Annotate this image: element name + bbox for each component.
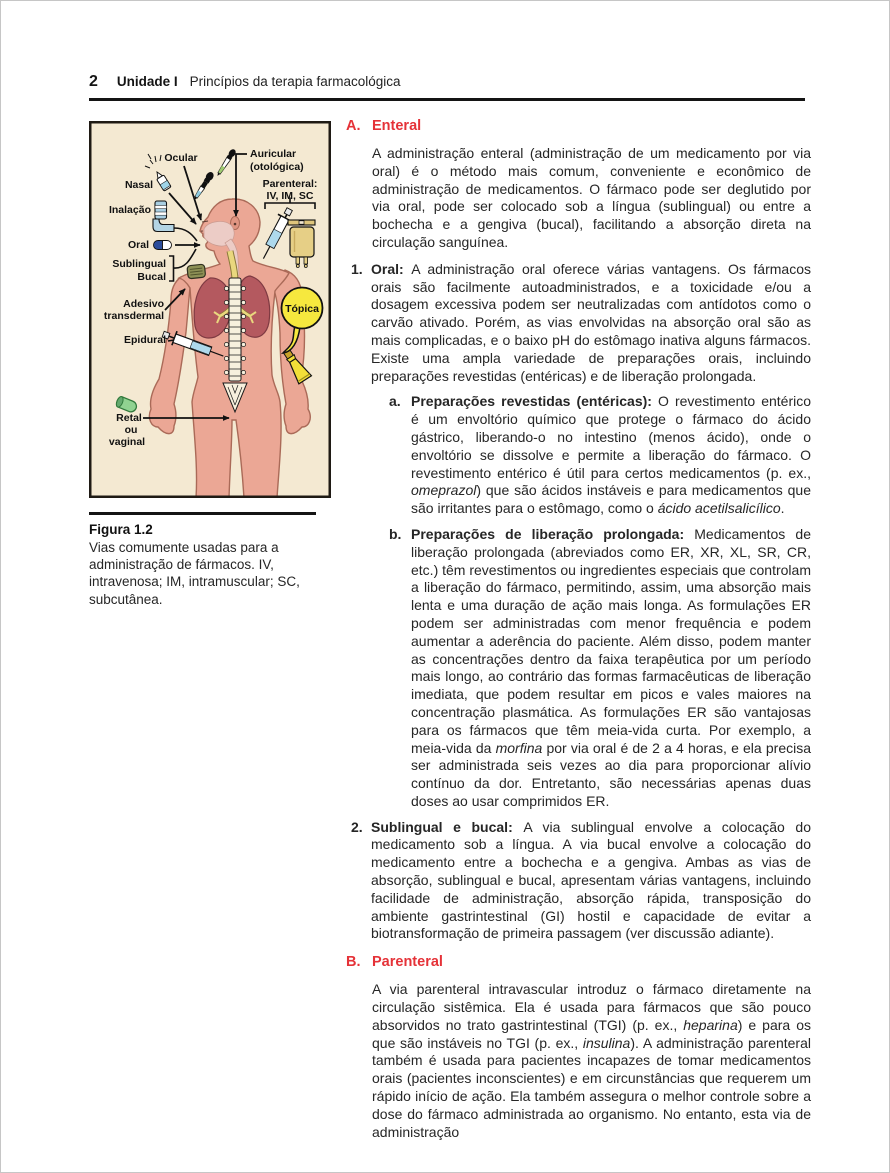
figure-caption-text: Vias comumente usadas para a administração de fármacos. IV, intravenosa; IM, intramuscular; SC, subcutânea. (89, 539, 300, 607)
label-nasal: Nasal (124, 179, 153, 191)
label-epidural: Epidural (123, 334, 166, 346)
label-adesivo-1: Adesivo (123, 298, 164, 310)
label-oral: Oral (127, 239, 149, 251)
label-adesivo-2: transdermal (103, 310, 164, 322)
text-column (346, 117, 811, 1150)
label-sublingual: Sublingual (112, 258, 166, 270)
chapter-title: Princípios da terapia farmacológica (189, 74, 401, 89)
label-topica: Tópica (285, 303, 319, 315)
nostril (201, 230, 203, 232)
page-number: 2 (89, 73, 98, 90)
list-item-2 (346, 819, 811, 944)
figure-caption-title: Figura 1.2 (89, 521, 153, 537)
label-parenteral-1: Parenteral: (262, 178, 318, 190)
label-retal-3: vaginal (108, 436, 146, 448)
label-auricular-2: (otológica) (250, 161, 304, 173)
label-retal-1: Retal (116, 412, 142, 424)
label-auricular-1: Auricular (250, 148, 297, 160)
caption-divider (89, 512, 316, 515)
figure-column (89, 121, 331, 608)
unit-label: Unidade I (116, 74, 178, 89)
oral-capsule-icon (154, 241, 172, 250)
figure-1-2-illustration (89, 121, 331, 498)
list-item-1 (346, 261, 811, 386)
item-marker: 1. (351, 260, 363, 277)
section-heading-a (346, 117, 811, 135)
item-text: Preparações revestidas (entéricas): O revestimento entérico é um envoltório químico que protege o fármaco do ácido gástrico, liberando-o no intestino (menos ácido), onde o envoltório se dissolve e permite a liberação do fármaco. O revestimento entérico é útil para certos medicamentos (p. ex., omeprazol) que são ácidos instáveis e para medicamentos que são irritantes para o estômago, como o ácido acetilsalicílico. (411, 393, 811, 517)
label-ocular: Ocular (164, 152, 198, 164)
transdermal-patch-icon (187, 264, 206, 279)
section-b-intro: A via parenteral intravascular introduz o fármaco diretamente na circulação sistêmica. Ela é usada para fármacos que são pouco absorvidos no trato gastrintestinal (TGI) (p. ex., heparina) e para os que são instáveis no TGI (p. ex., insulina). A administração parenteral também é usada para pacientes incapazes de tomar medicamentos orais (pacientes inconscientes) e em circunstâncias que requerem um rápido início de ação. Ela também assegura o melhor controle sobre a dose do fármaco administrada ao organismo. No entanto, esta via de administração (372, 981, 811, 1140)
label-bucal: Bucal (137, 271, 166, 283)
item-text: Preparações de liberação prolongada: Medicamentos de liberação prolongada (abreviados como ER, XR, XL, SR, CR, etc.) têm revestimentos ou ingredientes especiais que controlam a liberação do fármaco, permitindo, assim, uma absorção mais lenta e uma duração de ação mais longa. As formulações ER podem ser administradas com menor frequência e podem aumentar a aderência do paciente. Além disso, podem manter as concentrações dentro da faixa terapêutica por um período mais longo, ao contrário das formas farmacêuticas de liberação imediata, que podem resultar em picos e vales maiores na concentração plasmática. As formulações ER são vantajosas para os fármacos que têm meia-vida curta. Por exemplo, a meia-vida da morfina por via oral é de 2 a 4 horas, e ela precisa ser administrada seis vezes ao dia para proporcionar alívio contínuo da dor. Entretanto, são necessárias apenas duas doses ao usar comprimidos ER. (411, 525, 811, 809)
item-marker: a. (389, 393, 401, 410)
label-inalacao: Inalação (108, 204, 151, 216)
item-text: Oral: A administração oral oferece várias vantagens. Os fármacos orais são facilmente autoadministrados, e a toxicidade e/ou a dosagem excessiva podem ser neutralizadas com antídotos como o carvão ativado. Porém, as vias envolvidas na absorção oral são as mais complicadas, e o baixo pH do estômago inativa alguns fármacos. Existe uma ampla variedade de preparações orais, incluindo preparações revestidas (entéricas) e de liberação prolongada. (371, 260, 811, 384)
label-parenteral-2: IV, IM, SC (266, 190, 314, 202)
list-item-1a (389, 393, 811, 518)
label-retal-2: ou (124, 424, 138, 436)
section-title: Enteral (372, 118, 422, 134)
item-text: Sublingual e bucal: A via sublingual envolve a colocação do medicamento sob a língua. A via bucal envolve a colocação do medicamento entre a bochecha e a gengiva. Ambas as vias de absorção, sublingual e bucal, apresentam várias vantagens, incluindo facilidade de administração, absorção rápida, transposição do ambiente gastrintestinal (GI) hostil e capacidade de evitar a biotransformação de primeira passagem (ver discussão adiante). (371, 818, 811, 942)
section-title: Parenteral (372, 954, 443, 971)
item-marker: b. (389, 525, 402, 542)
page-header (89, 73, 805, 101)
section-letter: A. (346, 118, 361, 134)
section-heading-b (346, 953, 811, 971)
section-letter: B. (346, 954, 361, 971)
item-marker: 2. (351, 818, 363, 835)
section-a-intro: A administração enteral (administração de um medicamento por via oral) é o método mais comum, conveniente e econômico de administração de medicamentos. O fármaco pode ser deglutido por via oral, pode ser colocado sob a língua (sublingual) ou entre a bochecha e a gengiva (bucal), facilitando a absorção direta na circulação sanguínea. (372, 145, 811, 250)
list-item-1b (389, 526, 811, 811)
